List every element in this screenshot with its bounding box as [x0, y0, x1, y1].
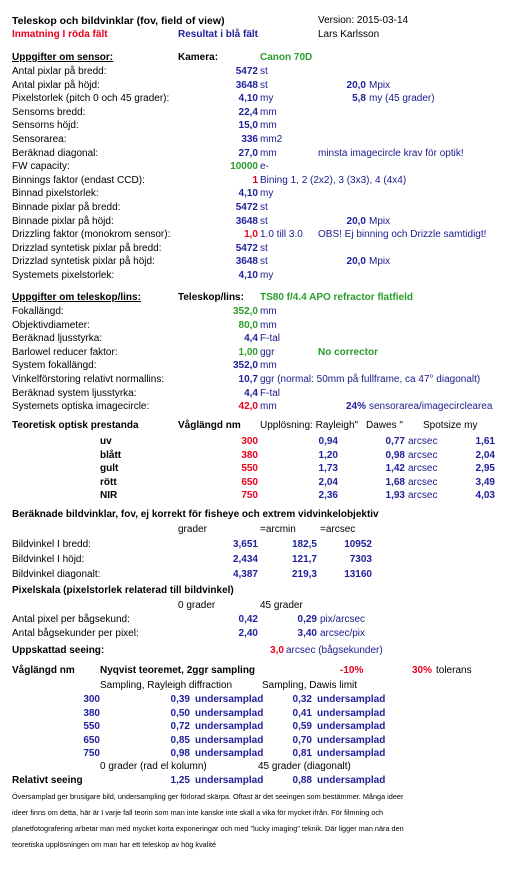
sensor-row-unit: mm — [260, 106, 277, 118]
telescope-row-label: Beräknad system ljusstyrka: — [12, 387, 137, 399]
scale-row-45deg: 0,29 — [297, 614, 317, 625]
sensor-row-unit: my — [260, 270, 274, 281]
sampling-heading: Nyqvist teoremet, 2ggr sampling — [100, 665, 256, 676]
optics-row-wavelength[interactable]: 750 — [241, 490, 258, 502]
sensor-row-label: Binnings faktor (endast CCD): — [12, 174, 145, 186]
sensor-row-label: Antal pixlar på höjd: — [12, 79, 100, 91]
optics-heading: Teoretisk optisk prestanda — [12, 420, 139, 431]
sensor-row-value[interactable]: 1,0 — [244, 229, 258, 241]
sensor-row-label: Binnad pixelstorlek: — [12, 188, 99, 200]
sensor-row-label: Drizzlad syntetisk pixlar på höjd: — [12, 256, 155, 268]
optics-row-band: uv — [100, 436, 112, 447]
telescope-row-value: 352,0 — [232, 360, 258, 372]
sampling-row-rayleigh-text: undersamplad — [195, 748, 264, 760]
sensor-row-label: Sensorns bredd: — [12, 106, 86, 118]
seeing-value[interactable]: 3,0 — [270, 645, 284, 656]
scale-col-0: 0 grader — [178, 600, 216, 611]
fov-row-degrees: 2,434 — [232, 554, 258, 565]
sensor-row-value: 10000 — [230, 161, 258, 173]
telescope-row-label: Vinkelförstoring relativt normallins: — [12, 374, 165, 385]
telescope-row-extra-value: 24% — [345, 401, 366, 413]
fov-row-arcsec: 7303 — [349, 554, 372, 565]
version-label: Version: 2015-03-14 — [318, 15, 409, 26]
seeing-label: Uppskattad seeing: — [12, 645, 105, 656]
sensor-row-unit: my — [260, 93, 274, 105]
fov-col-deg: grader — [178, 524, 207, 535]
sensor-row-label: Beräknad diagonal: — [12, 147, 99, 159]
sensor-row-value: 4,10 — [238, 188, 258, 200]
optics-row-unit: arcsec — [408, 490, 438, 502]
sampling-row-rayleigh-text: undersamplad — [195, 694, 264, 705]
optics-col-dawes: Dawes " — [366, 420, 403, 431]
sensor-row-extra-value: 20,0 — [346, 256, 366, 268]
optics-row-band: gult — [100, 463, 119, 475]
note-line: teoretiska upplösningen om man har ett teleskop av hög kvalité — [12, 840, 217, 849]
fov-row-arcmin: 219,3 — [291, 569, 317, 580]
optics-row-band: rött — [100, 476, 117, 488]
telescope-row-label: System fokallängd: — [12, 360, 97, 372]
sensor-row-unit: 1.0 till 3.0 — [260, 229, 303, 241]
fov-col-arcmin: =arcmin — [260, 524, 296, 535]
sensor-row-value[interactable]: 3648 — [235, 79, 258, 91]
optics-row-spot: 1,61 — [475, 436, 495, 447]
sensor-row-extra: OBS! Ej binning och Drizzle samtidigt! — [318, 229, 487, 241]
relative-seeing-0-text: undersamplad — [195, 775, 264, 786]
sampling-row-dawes-text: undersamplad — [317, 707, 386, 719]
telescope-row-unit: mm — [260, 401, 277, 413]
sensor-row-label: Antal pixlar på bredd: — [12, 66, 107, 77]
scale-heading: Pixelskala (pixelstorlek relaterad till bildvinkel) — [12, 585, 234, 596]
sensor-row-value: 4,10 — [238, 270, 258, 281]
sensor-row-label: Binnade pixlar på bredd: — [12, 202, 121, 213]
sensor-row-extra-value: 20,0 — [346, 215, 366, 227]
sensor-row-label: Sensorarea: — [12, 134, 67, 145]
optics-row-spot: 2,04 — [475, 449, 495, 461]
optics-row-dawes: 1,68 — [385, 476, 405, 488]
telescope-row-label: Objektivdiameter: — [12, 319, 90, 331]
telescope-row-extra: No corrector — [318, 346, 379, 358]
telescope-row-value[interactable]: 352,0 — [232, 306, 258, 317]
tolerance-positive[interactable]: 30% — [412, 665, 433, 676]
scale-row-unit: arcsec/pix — [320, 628, 366, 639]
sampling-row-dawes-value: 0,81 — [292, 748, 312, 760]
sampling-row-rayleigh-text: undersamplad — [195, 734, 264, 746]
sampling-foot-0: 0 grader (rad el kolumn) — [100, 761, 207, 772]
sensor-row-unit: st — [260, 256, 268, 268]
optics-col-spot: Spotsize my — [423, 420, 478, 431]
sensor-row-value[interactable]: 4,10 — [238, 93, 258, 105]
telescope-row-unit: mm — [260, 360, 277, 372]
relative-seeing-45-text: undersamplad — [317, 775, 386, 786]
telescope-row-unit: mm — [260, 306, 277, 317]
fov-row-arcsec: 13160 — [344, 569, 372, 580]
result-legend: Resultat i blå fält — [178, 29, 259, 40]
optics-col-rayleigh: Upplösning: Rayleigh" — [260, 420, 359, 431]
scale-row-label: Antal bågsekunder per pixel: — [12, 628, 139, 639]
sensor-row-extra: my (45 grader) — [369, 93, 435, 105]
sensor-row-value: 336 — [241, 134, 258, 145]
fov-row-label: Bildvinkel I bredd: — [12, 539, 91, 550]
optics-row-spot: 3,49 — [475, 476, 495, 488]
fov-row-degrees: 3,651 — [232, 539, 258, 550]
telescope-row-unit: F-tal — [260, 387, 280, 399]
telescope-row-label: Systemets optiska imagecircle: — [12, 401, 150, 413]
sampling-row-rayleigh-text: undersamplad — [195, 721, 264, 733]
fov-heading: Beräknade bildvinklar, fov, ej korrekt för fisheye och extrem vidvinkelobjektiv — [12, 509, 379, 520]
sensor-row-unit: Bining 1, 2 (2x2), 3 (3x3), 4 (4x4) — [260, 174, 407, 186]
optics-row-dawes: 1,93 — [385, 490, 405, 502]
telescope-row-value: 4,4 — [244, 333, 258, 345]
sampling-wave-label: Våglängd nm — [12, 665, 75, 676]
telescope-row-value[interactable]: 1,00 — [238, 346, 258, 358]
telescope-row-unit: ggr (normal: 50mm på fullframe, ca 47° diagonalt) — [260, 374, 481, 385]
fov-row-arcmin: 121,7 — [291, 554, 317, 565]
optics-row-rayleigh: 1,20 — [318, 449, 338, 461]
telescope-row-extra: sensorarea/imagecirclearea — [369, 401, 493, 413]
sensor-row-extra: Mpix — [369, 256, 391, 268]
telescope-row-value[interactable]: 80,0 — [238, 319, 258, 331]
sensor-row-label: FW capacity: — [12, 161, 70, 173]
camera-name: Canon 70D — [260, 52, 313, 63]
fov-row-arcmin: 182,5 — [291, 539, 317, 550]
telescope-row-label: Beräknad ljusstyrka: — [12, 333, 103, 345]
relative-seeing-label: Relativt seeing — [12, 775, 83, 786]
sensor-row-extra-value: 5,8 — [352, 93, 366, 105]
sensor-row-value: 15,0 — [238, 120, 258, 132]
optics-row-dawes: 1,42 — [385, 463, 405, 475]
optics-row-dawes: 0,77 — [385, 436, 405, 447]
sensor-row-unit: st — [260, 79, 268, 91]
sensor-row-unit: my — [260, 188, 274, 200]
sensor-row-value: 3648 — [235, 215, 258, 227]
telescope-row-unit: ggr — [260, 346, 275, 358]
sensor-row-label: Drizzling faktor (monokrom sensor): — [12, 229, 171, 241]
note-line: Översamplad ger brusigare bild, undersampling ger förlorad skärpa. Oftast är det seeingen som bestämmer. Många ideer — [12, 792, 404, 801]
optics-row-spot: 4,03 — [475, 490, 495, 502]
optics-row-wavelength[interactable]: 550 — [241, 463, 258, 475]
relative-seeing-45-value: 0,88 — [292, 775, 312, 786]
seeing-unit: arcsec (bågsekunder) — [286, 645, 383, 656]
tolerance-negative[interactable]: -10% — [340, 665, 364, 676]
sensor-row-value[interactable]: 1 — [252, 174, 258, 186]
sampling-row-wavelength: 750 — [83, 748, 100, 760]
sampling-row-rayleigh-value: 0,85 — [170, 734, 190, 746]
sampling-row-dawes-text: undersamplad — [317, 748, 386, 760]
telescope-row-label: Fokallängd: — [12, 306, 64, 317]
optics-col-wave: Våglängd nm — [178, 420, 241, 431]
scale-row-label: Antal pixel per bågsekund: — [12, 614, 130, 625]
optics-row-spot: 2,95 — [475, 463, 495, 475]
sensor-row-unit: e- — [260, 161, 269, 173]
scale-row-unit: pix/arcsec — [320, 614, 366, 625]
optics-row-dawes: 0,98 — [385, 449, 405, 461]
optics-row-rayleigh: 1,73 — [318, 463, 338, 475]
sampling-row-rayleigh-value: 0,98 — [170, 748, 190, 760]
sensor-row-unit: mm — [260, 147, 277, 159]
sensor-row-unit: st — [260, 202, 268, 213]
telescope-row-value: 10,7 — [238, 374, 258, 385]
optics-row-band: NIR — [100, 490, 118, 502]
sampling-sub-dawes: Sampling, Dawis limit — [262, 680, 358, 691]
scale-col-45: 45 grader — [260, 600, 303, 611]
sensor-row-value: 27,0 — [238, 147, 258, 159]
telescope-row-label: Barlowel reducer faktor: — [12, 346, 118, 358]
telescope-row-value: 4,4 — [244, 387, 258, 399]
sensor-row-value: 5472 — [235, 202, 258, 213]
input-legend: Inmatning I röda fält — [12, 29, 108, 40]
author-label: Lars Karlsson — [318, 29, 380, 40]
scale-row-45deg: 3,40 — [297, 628, 317, 639]
sensor-row-unit: mm — [260, 120, 277, 132]
fov-row-label: Bildvinkel diagonalt: — [12, 569, 101, 580]
sampling-row-dawes-text: undersamplad — [317, 721, 386, 733]
fov-row-arcsec: 10952 — [344, 539, 372, 550]
sensor-row-label: Binnade pixlar på höjd: — [12, 215, 114, 227]
relative-seeing-0-value: 1,25 — [170, 775, 190, 786]
sensor-row-label: Drizzlad syntetisk pixlar på bredd: — [12, 242, 162, 254]
optics-row-band: blått — [100, 449, 122, 461]
telescope-row-unit: mm — [260, 319, 277, 331]
sensor-row-value: 3648 — [235, 256, 258, 268]
sensor-row-extra: Mpix — [369, 79, 391, 91]
note-line: planetfotografering arbetar man med mycket korta exponeringar och med "lucky imaging" teknik. Där ligger man nära den — [12, 824, 404, 833]
sensor-row-value: 5472 — [235, 242, 258, 254]
sensor-row-label: Pixelstorlek (pitch 0 och 45 grader): — [12, 93, 170, 105]
sensor-row-extra-value: 20,0 — [346, 79, 366, 91]
scale-row-0deg: 0,42 — [238, 614, 258, 625]
sensor-row-extra: minsta imagecircle krav för optik! — [318, 147, 464, 159]
tolerance-label: tolerans — [436, 665, 472, 676]
telescope-heading: Uppgifter om teleskop/lins: — [12, 292, 141, 303]
sampling-row-dawes-value: 0,41 — [292, 707, 312, 719]
optics-row-unit: arcsec — [408, 436, 438, 447]
optics-row-wavelength[interactable]: 380 — [241, 449, 258, 461]
sensor-row-unit: mm2 — [260, 134, 283, 145]
page-title: Teleskop och bildvinklar (fov, field of view) — [12, 15, 225, 27]
lens-label: Teleskop/lins: — [178, 292, 244, 303]
fov-col-arcsec: =arcsec — [320, 524, 356, 535]
sampling-row-dawes-text: undersamplad — [317, 734, 386, 746]
sampling-row-dawes-value: 0,70 — [292, 734, 312, 746]
sensor-row-unit: st — [260, 242, 268, 254]
scale-row-0deg: 2,40 — [238, 628, 258, 639]
sensor-row-extra: Mpix — [369, 215, 391, 227]
sampling-row-dawes-value: 0,59 — [292, 721, 312, 733]
sampling-foot-45: 45 grader (diagonalt) — [258, 761, 351, 772]
optics-row-rayleigh: 2,36 — [318, 490, 338, 502]
sensor-heading: Uppgifter om sensor: — [12, 52, 114, 63]
telescope-row-value[interactable]: 42,0 — [238, 401, 258, 413]
optics-row-wavelength[interactable]: 300 — [241, 436, 258, 447]
sensor-row-label: Systemets pixelstorlek: — [12, 270, 115, 281]
sampling-row-wavelength: 550 — [83, 721, 100, 733]
camera-label: Kamera: — [178, 52, 219, 63]
sampling-row-wavelength: 650 — [83, 734, 100, 746]
sampling-row-rayleigh-value: 0,39 — [170, 694, 190, 705]
optics-row-unit: arcsec — [408, 449, 438, 461]
telescope-row-unit: F-tal — [260, 333, 280, 345]
sensor-row-unit: st — [260, 215, 268, 227]
sampling-sub-rayleigh: Sampling, Rayleigh diffraction — [100, 680, 233, 691]
optics-row-wavelength[interactable]: 650 — [241, 476, 258, 488]
sampling-row-rayleigh-value: 0,72 — [170, 721, 190, 733]
optics-row-rayleigh: 2,04 — [318, 476, 338, 488]
note-line: ideer finns om detta, här är I varje fall teorin som man inte kanske inte skall a vika för mycket ifrån. För filmning och — [12, 808, 384, 817]
fov-row-label: Bildvinkel I höjd: — [12, 554, 85, 565]
sampling-row-rayleigh-value: 0,50 — [170, 707, 190, 719]
sampling-row-dawes-text: undersamplad — [317, 694, 386, 705]
sensor-row-value: 22,4 — [238, 106, 258, 118]
sampling-row-wavelength: 300 — [83, 694, 100, 705]
lens-name: TS80 f/4.4 APO refractor flatfield — [260, 292, 414, 303]
sensor-row-unit: st — [260, 66, 268, 77]
sampling-row-wavelength: 380 — [83, 707, 100, 719]
fov-row-degrees: 4,387 — [232, 569, 258, 580]
sampling-row-dawes-value: 0,32 — [292, 694, 312, 705]
optics-row-unit: arcsec — [408, 476, 438, 488]
sensor-row-value[interactable]: 5472 — [235, 66, 258, 77]
sensor-row-label: Sensorns höjd: — [12, 120, 79, 132]
optics-row-rayleigh: 0,94 — [318, 436, 338, 447]
sampling-row-rayleigh-text: undersamplad — [195, 707, 264, 719]
optics-row-unit: arcsec — [408, 463, 438, 475]
